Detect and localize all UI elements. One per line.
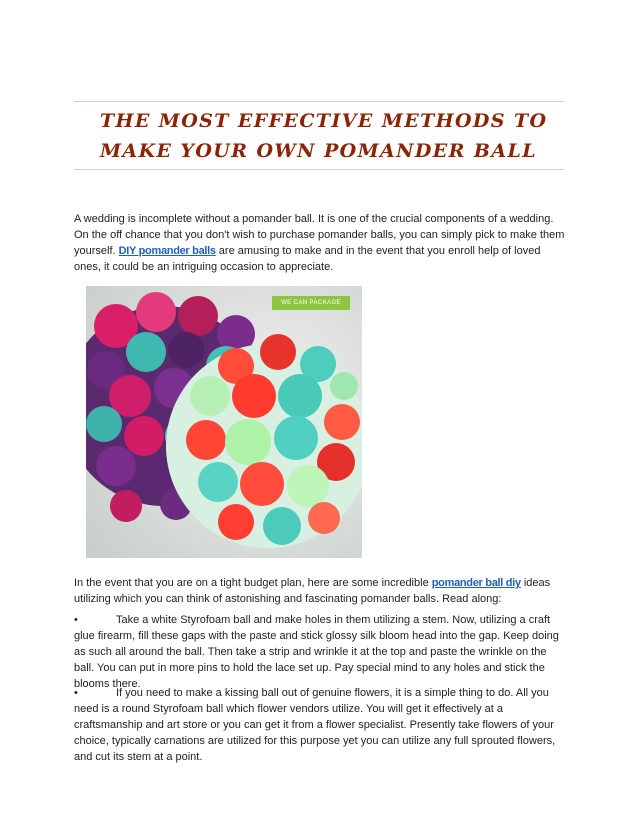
bullet-item-1 (74, 612, 566, 692)
we-can-package-badge: WE CAN PACKAGE (272, 296, 350, 310)
bullet-marker: • (74, 687, 78, 699)
diy-pomander-balls-link[interactable]: DIY pomander balls (118, 245, 216, 257)
title-top-rule (74, 101, 564, 102)
intro-text-before: A wedding is incomplete without a pomander ball. It is one of the crucial components of a wedding. On the off chance that you don't wish to purchase pomander balls, you can simply pick to make them yourself. (74, 213, 565, 257)
pomander-ball-diy-link[interactable]: pomander ball diy (431, 577, 521, 589)
page-title (100, 106, 570, 166)
budget-text-before: In the event that you are on a tight budget plan, here are some incredible (74, 577, 432, 589)
pomander-ball-photo (86, 286, 362, 558)
bullet-marker: • (74, 614, 78, 626)
budget-paragraph (74, 575, 566, 607)
bullet-text-1: Take a white Styrofoam ball and make holes in them utilizing a stem. Now, utilizing a craft glue firearm, fill these gaps with the paste and stick glossy silk bloom head into the gap. Keep doing as such all around the ball. Then take a strip and wrinkle it at the top and paste the wrinkle on the ball. You can put in more pins to hold the lace set up. Pay special mind to any holes and stick the blooms there. (74, 614, 559, 690)
bullet-text-2: If you need to make a kissing ball out of genuine flowers, it is a simple thing to do. All you need is a round Styrofoam ball which flower vendors utilize. You will get it effectively at a craftsmanship and art store or you can get it from a flower specialist. Presently take flowers of your choice, typically carnations are utilized for this purpose yet you can utilize any full sprouted flowers, and cut its stem at a point. (74, 687, 556, 763)
title-line-2: MAKE YOUR OWN POMANDER BALL (100, 140, 538, 162)
pomander-ball-illustration (86, 286, 362, 558)
intro-text-after: are amusing to make and in the event that you enroll help of loved ones, it could be an intriguing occasion to appreciate. (74, 245, 541, 273)
intro-paragraph (74, 211, 566, 275)
title-line-1: THE MOST EFFECTIVE METHODS TO (100, 110, 548, 132)
title-bottom-rule (74, 169, 564, 170)
bullet-item-2 (74, 685, 566, 765)
budget-text-after: ideas utilizing which you can think of astonishing and fascinating pomander balls. Read along: (74, 577, 551, 605)
